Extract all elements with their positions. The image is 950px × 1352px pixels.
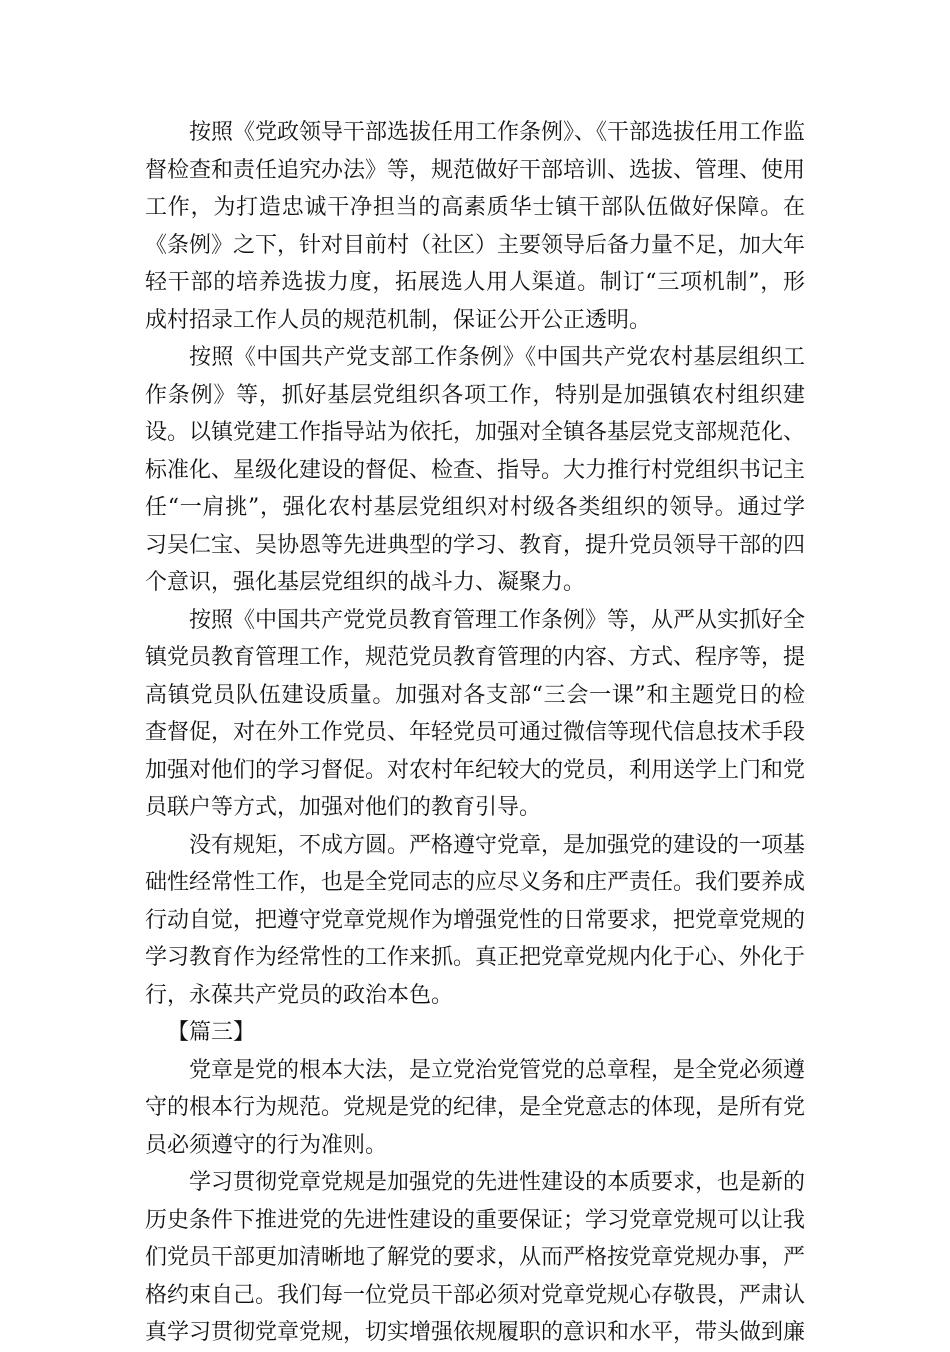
paragraph-study-requirements: 学习贯彻党章党规是加强党的先进性建设的本质要求，也是新的历史条件下推进党的先进性建设的重要保证；学习党章党规可以让我们党员干部更加清晰地了解党的要求，从而严格按党章党规办事，严格约束自己。我们每一位党员干部必须对党章党规心存敬畏，严肃认真学习贯彻党章党规，切实增强依规履职的意识和水平，带头做到廉 <box>145 1170 806 1345</box>
paragraph-rules-summary: 没有规矩，不成方圆。严格遵守党章，是加强党的建设的一项基础性经常性工作，也是全党同志的应尽义务和庄严责任。我们要养成行动自觉，把遵守党章党规作为增强党性的日常要求，把党章党规的学习教育作为经常性的工作来抓。真正把党章党规内化于心、外化于行，永葆共产党员的政治本色。 <box>145 832 806 1008</box>
paragraph-party-constitution: 党章是党的根本大法，是立党治党管党的总章程，是全党必须遵守的根本行为规范。党规是党的纪律，是全党意志的体现，是所有党员必须遵守的行为准则。 <box>145 1057 806 1158</box>
paragraph-member-education: 按照《中国共产党党员教育管理工作条例》等，从严从实抓好全镇党员教育管理工作，规范党员教育管理的内容、方式、程序等，提高镇党员队伍建设质量。加强对各支部“三会一课”和主题党日的检查督促，对在外工作党员、年轻党员可通过微信等现代信息技术手段加强对他们的学习督促。对农村年纪较大的党员，利用送学上门和党员联户等方式，加强对他们的教育引导。 <box>145 607 806 820</box>
section-heading: 【篇三】 <box>167 1020 256 1045</box>
paragraph-cadre-selection: 按照《党政领导干部选拔任用工作条例》、《干部选拔任用工作监督检查和责任追究办法》等，规范做好干部培训、选拔、管理、使用工作，为打造忠诚干净担当的高素质华士镇干部队伍做好保障。在《条例》之下，针对目前村（社区）主要领导后备力量不足，加大年轻干部的培养选拔力度，拓展选人用人渠道。制订“三项机制”，形成村招录工作人员的规范机制，保证公开公正透明。 <box>145 120 806 333</box>
document-body <box>145 114 805 1352</box>
paragraph-branch-work: 按照《中国共产党支部工作条例》《中国共产党农村基层组织工作条例》等，抓好基层党组织各项工作，特别是加强镇农村组织建设。以镇党建工作指导站为依托，加强对全镇各基层党支部规范化、标准化、星级化建设的督促、检查、指导。大力推行村党组织书记主任“一肩挑”，强化农村基层党组织对村级各类组织的领导。通过学习吴仁宝、吴协恩等先进典型的学习、教育，提升党员领导干部的四个意识，强化基层党组织的战斗力、凝聚力。 <box>145 345 806 595</box>
